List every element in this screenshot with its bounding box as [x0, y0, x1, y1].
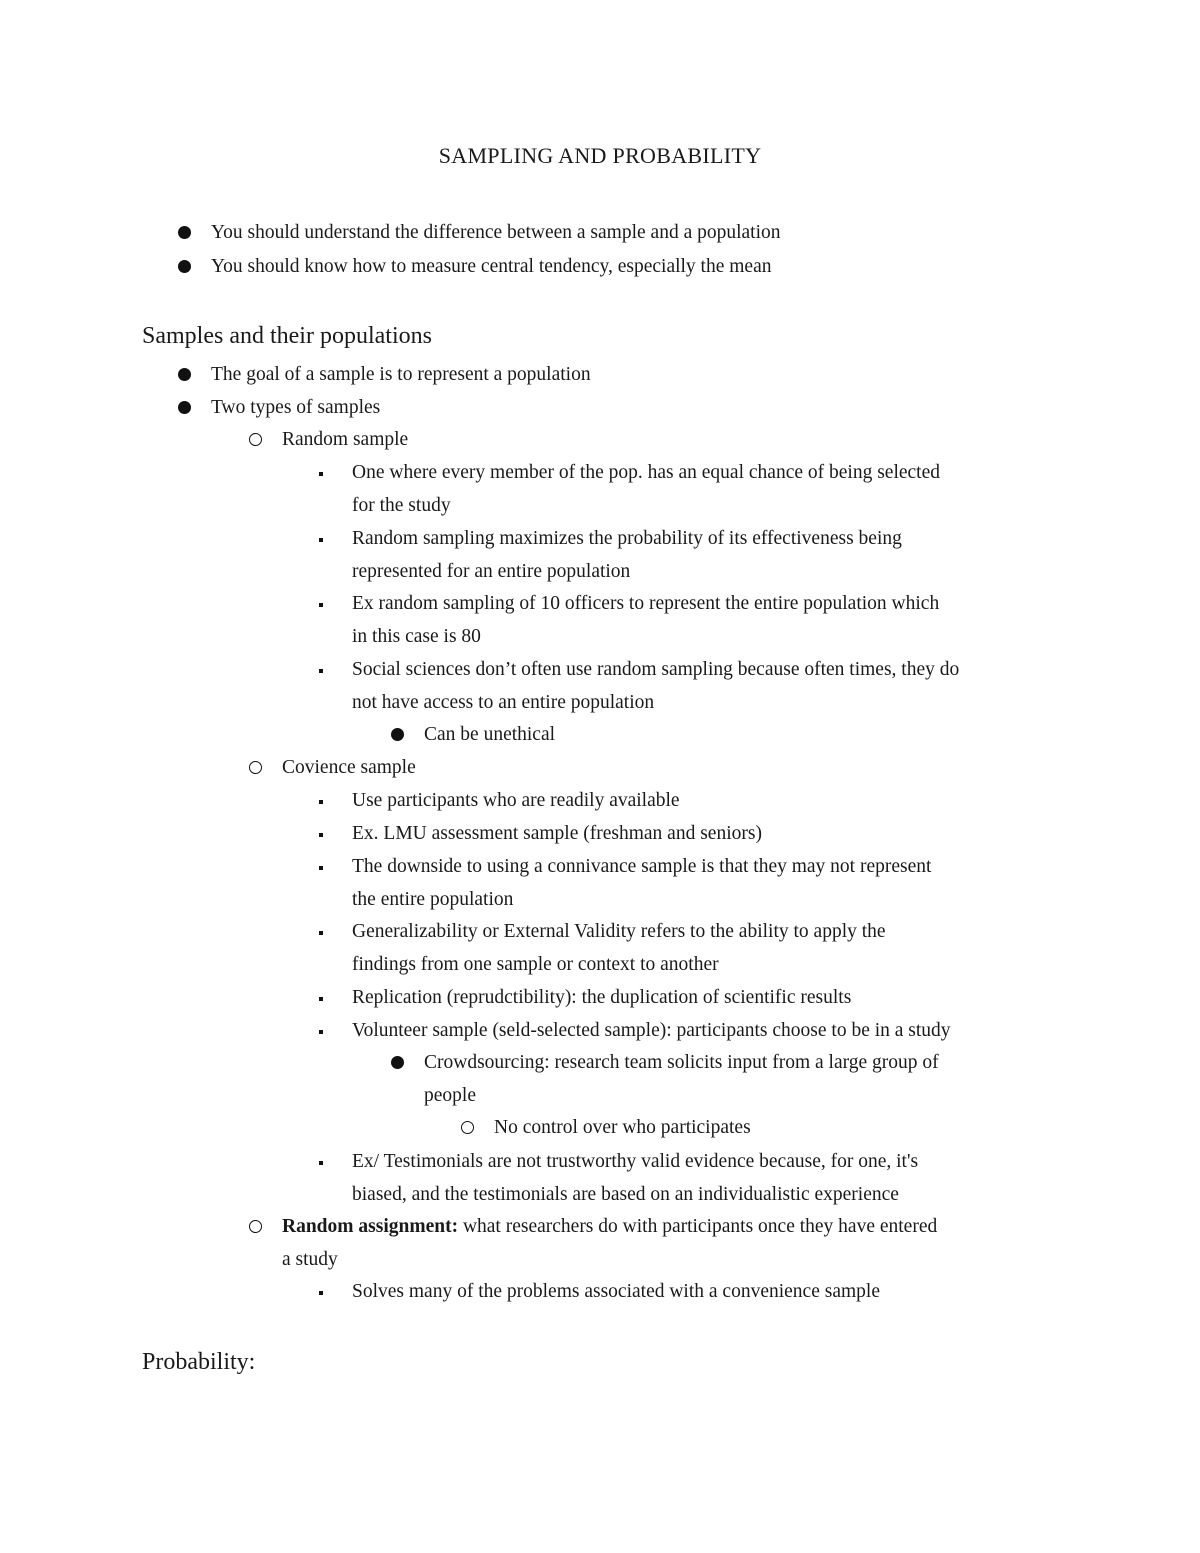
- list-item: Crowdsourcing: research team solicits input from a large group of: [424, 1052, 939, 1073]
- random-assignment-definition: what researchers do with participants once they have entered: [458, 1216, 938, 1237]
- random-assignment-item: [282, 1210, 937, 1243]
- list-item: No control over who participates: [494, 1117, 751, 1138]
- bullet-dot-icon: [178, 368, 191, 381]
- list-item-continued: in this case is 80: [352, 626, 481, 647]
- list-item: Can be unethical: [424, 724, 556, 745]
- bullet-square-icon: [319, 669, 323, 673]
- random-sample-label: Random sample: [282, 429, 409, 450]
- bullet-circle-icon: [249, 1220, 262, 1233]
- bullet-square-icon: [319, 800, 323, 804]
- bullet-dot-icon: [178, 260, 191, 273]
- list-item: One where every member of the pop. has an equal chance of being selected: [352, 462, 940, 483]
- bullet-dot-icon: [391, 728, 404, 741]
- list-item-continued: a study: [282, 1249, 338, 1270]
- list-item-continued: for the study: [352, 495, 451, 516]
- bullet-circle-icon: [461, 1121, 474, 1134]
- list-item: Use participants who are readily available: [352, 790, 680, 811]
- list-item-continued: not have access to an entire population: [352, 692, 655, 713]
- bullet-square-icon: [319, 1161, 323, 1165]
- list-item: Random sampling maximizes the probability of its effectiveness being: [352, 528, 902, 549]
- list-item: Two types of samples: [211, 397, 381, 418]
- list-item-continued: people: [424, 1085, 476, 1106]
- bullet-dot-icon: [391, 1056, 404, 1069]
- bullet-dot-icon: [178, 401, 191, 414]
- list-item: The goal of a sample is to represent a population: [211, 364, 591, 385]
- section-heading-samples: Samples and their populations: [142, 323, 432, 349]
- bullet-square-icon: [319, 931, 323, 935]
- intro-bullet-1: You should understand the difference between a sample and a population: [211, 222, 781, 243]
- bullet-square-icon: [319, 1291, 323, 1295]
- intro-bullet-2: You should know how to measure central tendency, especially the mean: [211, 256, 772, 277]
- bullet-square-icon: [319, 997, 323, 1001]
- bullet-square-icon: [319, 833, 323, 837]
- convenience-sample-label: Covience sample: [282, 757, 416, 778]
- bullet-square-icon: [319, 603, 323, 607]
- list-item-continued: the entire population: [352, 889, 514, 910]
- list-item: Solves many of the problems associated with a convenience sample: [352, 1281, 880, 1302]
- bullet-circle-icon: [249, 433, 262, 446]
- bullet-square-icon: [319, 472, 323, 476]
- list-item: Ex random sampling of 10 officers to represent the entire population which: [352, 593, 940, 614]
- list-item: Social sciences don’t often use random sampling because often times, they do: [352, 659, 960, 680]
- list-item: Generalizability or External Validity refers to the ability to apply the: [352, 921, 886, 942]
- document-title: SAMPLING AND PROBABILITY: [438, 143, 762, 168]
- bullet-dot-icon: [178, 226, 191, 239]
- list-item: Replication (reprudctibility): the duplication of scientific results: [352, 987, 852, 1008]
- bullet-circle-icon: [249, 761, 262, 774]
- section-heading-probability: Probability:: [142, 1349, 256, 1375]
- random-assignment-term: Random assignment:: [282, 1216, 459, 1237]
- list-item-continued: represented for an entire population: [352, 561, 631, 582]
- list-item-continued: biased, and the testimonials are based on an individualistic experience: [352, 1184, 899, 1205]
- bullet-square-icon: [319, 538, 323, 542]
- list-item-continued: findings from one sample or context to another: [352, 954, 719, 975]
- bullet-square-icon: [319, 866, 323, 870]
- list-item: Ex/ Testimonials are not trustworthy valid evidence because, for one, it's: [352, 1151, 919, 1172]
- list-item: The downside to using a connivance sample is that they may not represent: [352, 856, 932, 877]
- list-item: Ex. LMU assessment sample (freshman and seniors): [352, 823, 762, 844]
- list-item: Volunteer sample (seld-selected sample): participants choose to be in a study: [352, 1020, 951, 1041]
- bullet-square-icon: [319, 1030, 323, 1034]
